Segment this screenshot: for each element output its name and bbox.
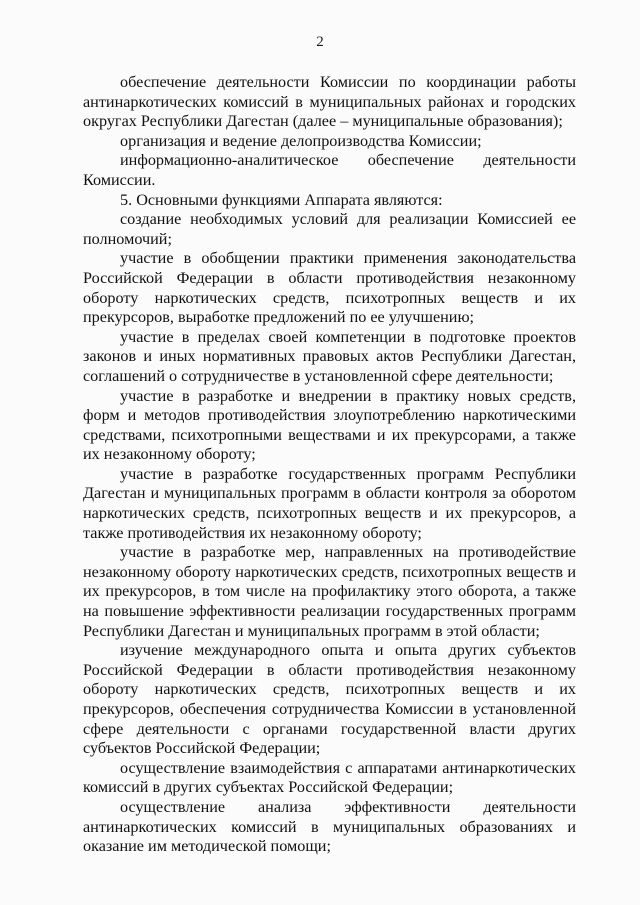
paragraph: 5. Основными функциями Аппарата являются: [120,190,443,209]
paragraph: осуществление анализа эффективности деятельности антинаркотических комиссий в муниципальных образованиях и оказание им методической помощи; [83,797,576,856]
paragraph: информационно-аналитическое обеспечение деятельности Комиссии. [83,151,576,189]
paragraph: создание необходимых условий для реализации Комиссией ее полномочий; [83,210,576,248]
paragraph: участие в пределах своей компетенции в подготовке проектов законов и иных нормативных правовых актов Республики Дагестан, соглашений о сотрудничестве в установленной сфере деятельности; [83,327,576,385]
paragraph: организация и ведение делопроизводства Комиссии; [120,131,482,150]
paragraph: участие в обобщении практики применения законодательства Российской Федерации в области противодействия незаконному обороту наркотических средств, психотропных веществ и их прекурсоров, выработке предложений по ее улучшению; [83,249,576,327]
paragraph: осуществление взаимодействия с аппаратами антинаркотических комиссий в других субъектах Российской Федерации; [83,758,576,797]
page-number: 2 [316,34,324,50]
paragraph: участие в разработке и внедрении в практику новых средств, форм и методов противодействия злоупотреблению наркотическими средствами, психотропными веществами и их прекурсорами, а также их незаконному обороту; [83,386,576,464]
paragraph: изучение международного опыта и опыта других субъектов Российской Федерации в области противодействия незаконному обороту наркотических средств, психотропных веществ и их прекурсоров, обеспечения сотрудничества Комиссии в установленной сфере деятельности с органами государственной власти других субъектов Российской Федерации; [83,641,576,758]
document-body [83,73,576,857]
paragraph: участие в разработке государственных программ Республики Дагестан и муниципальных программ в области контроля за оборотом наркотических средств, психотропных веществ и их прекурсоров, а также противодействия их незаконному обороту; [83,464,576,542]
paragraph: участие в разработке мер, направленных на противодействие незаконному обороту наркотических средств, психотропных веществ и их прекурсоров, в том числе на профилактику этого оборота, а также на повышение эффективности реализации государственных программ Республики Дагестан и муниципальных программ в этой области; [83,543,576,640]
paragraph: обеспечение деятельности Комиссии по координации работы антинаркотических комиссий в муниципальных районах и городских округах Республики Дагестан (далее – муниципальные образования); [83,73,576,131]
